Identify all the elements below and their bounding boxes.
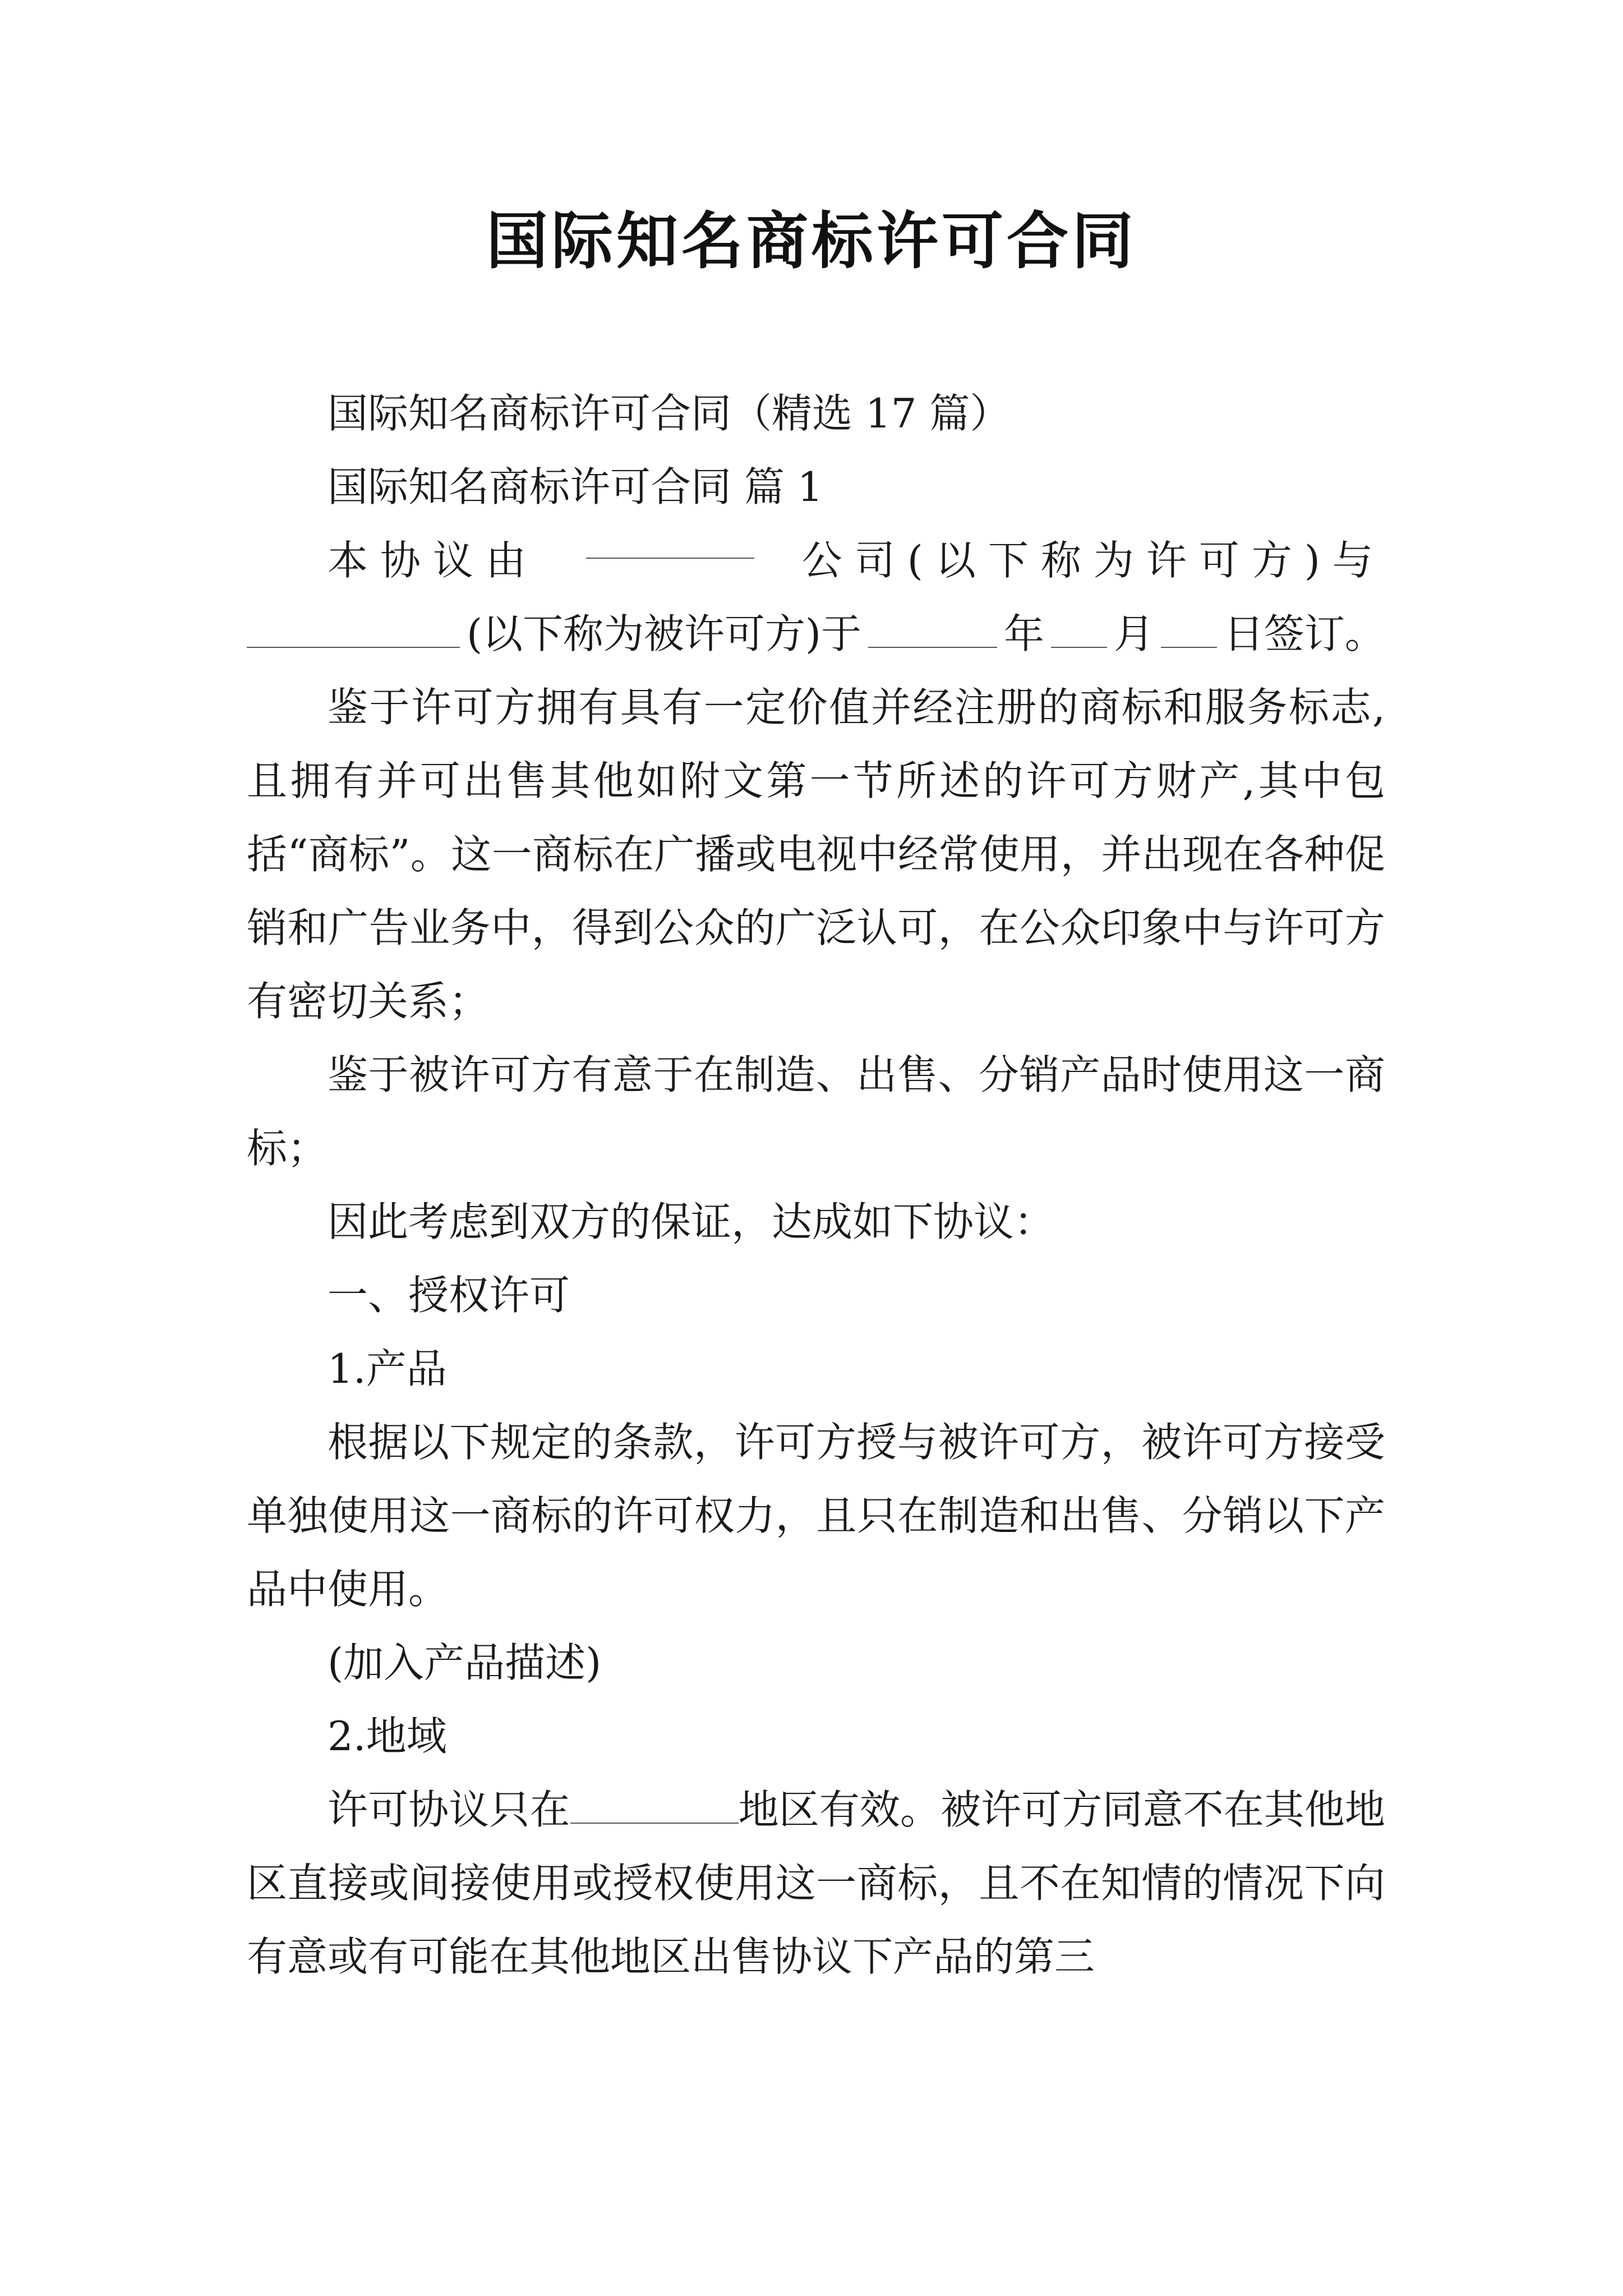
part-heading: 国际知名商标许可合同 篇 1: [328, 463, 823, 510]
licensee-blank: [247, 613, 460, 648]
day-blank: [1161, 613, 1217, 648]
intro-day-label: 日签订。: [1223, 610, 1385, 657]
clause-heading-territory: 2.地域: [328, 1713, 447, 1760]
clause-heading-products: 1.产品: [328, 1345, 447, 1392]
document-body: [247, 377, 1385, 1994]
document-title: 国际知名商标许可合同: [486, 205, 1137, 277]
paragraph-agreement: 因此考虑到双方的保证，达成如下协议：: [328, 1198, 1055, 1245]
intro-text-1b: 公司(以下称为许可方)与: [801, 537, 1385, 584]
intro-month-label: 月: [1113, 610, 1154, 657]
intro-line-1: [247, 524, 1385, 597]
paragraph-recital-1: 鉴于许可方拥有具有一定价值并经注册的商标和服务标志,且拥有并可出售其他如附文第一节所述的许可方财产,其中包括“商标”。这一商标在广播或电视中经常使用，并出现在各种促销和广告业务中，得到公众的广泛认可，在公众印象中与许可方有密切关系；: [247, 684, 1385, 1025]
intro-text-2a: (以下称为被许可方)于: [466, 610, 862, 657]
paragraph-license-grant: 根据以下规定的条款，许可方授与被许可方，被许可方接受单独使用这一商标的许可权力，且只在制造和出售、分销以下产品中使用。: [247, 1419, 1385, 1613]
region-blank: [570, 1789, 739, 1824]
intro-year-label: 年: [1004, 610, 1045, 657]
month-blank: [1051, 613, 1107, 648]
territory-text-after: 地区有效。被许可方同意不在其他地区直接或间接使用或授权使用这一商标，且不在知情的情况下向有意或有可能在其他地区出售协议下产品的第三: [247, 1786, 1385, 1980]
paragraph-territory: [247, 1773, 1385, 1994]
company-blank: [586, 524, 754, 559]
paragraph-product-description: (加入产品描述): [328, 1639, 602, 1686]
subtitle: 国际知名商标许可合同（精选 17 篇）: [328, 390, 1011, 437]
intro-text-1a: 本协议由: [328, 537, 539, 584]
year-blank: [868, 613, 997, 648]
paragraph-recital-2: 鉴于被许可方有意于在制造、出售、分销产品时使用这一商标；: [247, 1051, 1385, 1172]
section-heading-1: 一、授权许可: [328, 1272, 570, 1319]
intro-line-2: [247, 597, 1385, 671]
territory-text-before: 许可协议只在: [328, 1786, 570, 1833]
